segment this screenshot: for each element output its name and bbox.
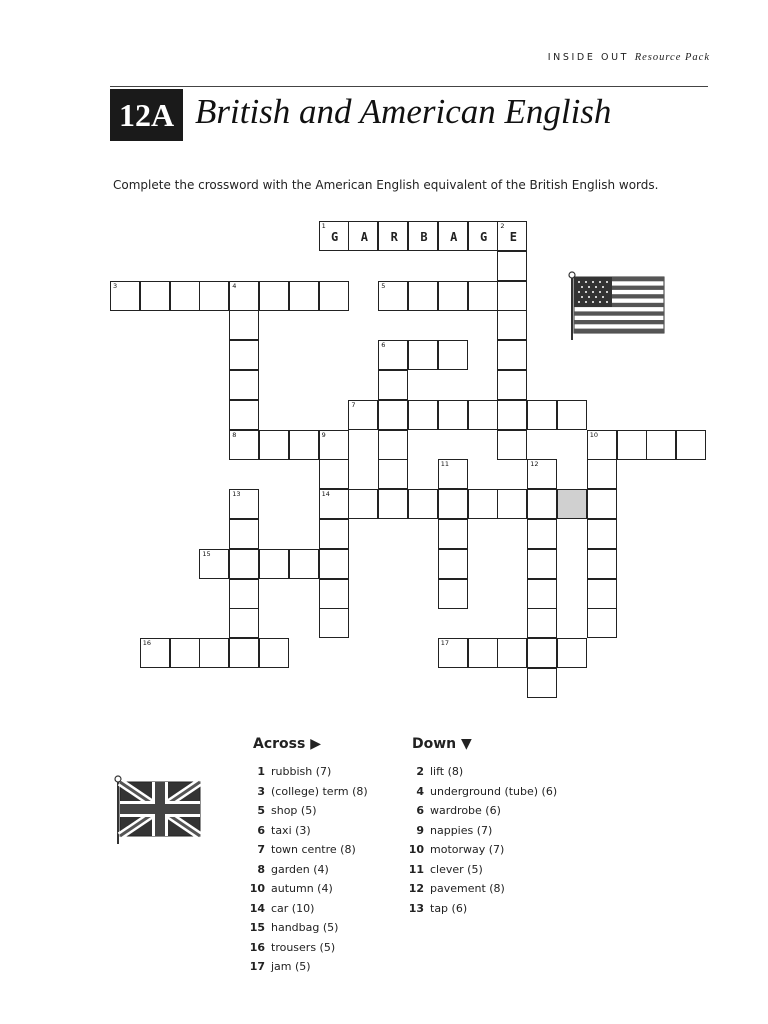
- list-item: 11 clever (5): [408, 862, 483, 876]
- crossword-cell[interactable]: [289, 549, 319, 579]
- clue-number: 14: [321, 490, 330, 499]
- crossword-cell[interactable]: [229, 549, 259, 579]
- list-item: 8 garden (4): [257, 862, 329, 876]
- list-item: 10 motorway (7): [408, 843, 505, 856]
- clue-number: 2: [500, 222, 505, 230]
- crossword-cell[interactable]: [527, 489, 557, 519]
- list-item: 17 jam (5): [249, 960, 311, 973]
- crossword-cell[interactable]: [497, 221, 527, 251]
- crossword-cell[interactable]: [408, 340, 438, 370]
- list-item: 16 trousers (5): [249, 940, 336, 954]
- clue-number: 4: [232, 281, 237, 290]
- crossword-cell[interactable]: [259, 281, 289, 311]
- crossword-cell[interactable]: [348, 221, 378, 251]
- crossword-cell[interactable]: [438, 549, 468, 579]
- crossword-cell[interactable]: [497, 400, 527, 430]
- crossword-cell[interactable]: [527, 519, 557, 549]
- crossword-cell[interactable]: [348, 489, 378, 519]
- unit-badge: 12A: [110, 89, 183, 141]
- crossword-cell[interactable]: [438, 281, 468, 311]
- american-flag-icon: [566, 270, 668, 342]
- crossword-cell[interactable]: [557, 400, 587, 430]
- down-clues: [407, 762, 557, 918]
- crossword-cell[interactable]: [497, 340, 527, 370]
- resource-pack-label: [470, 52, 710, 63]
- cell-letter: A: [450, 230, 458, 244]
- crossword-cell[interactable]: [319, 519, 349, 549]
- cell-letter: R: [390, 230, 398, 244]
- across-heading: Across ▶: [253, 736, 321, 752]
- crossword-cell[interactable]: [319, 608, 349, 638]
- clue-number: 3: [113, 281, 118, 290]
- crossword-cell[interactable]: [587, 519, 617, 549]
- crossword-cell[interactable]: [587, 459, 617, 489]
- clue-number: 6: [381, 341, 386, 350]
- list-item: 13 tap (6): [408, 901, 468, 915]
- crossword-cell[interactable]: [348, 400, 378, 430]
- clue-number: 5: [381, 281, 386, 290]
- crossword-cell[interactable]: [438, 489, 468, 519]
- series-subtitle: Resource Pack: [634, 52, 710, 63]
- crossword-cell[interactable]: [170, 281, 200, 311]
- crossword-cell[interactable]: [229, 519, 259, 549]
- crossword-cell[interactable]: [289, 281, 319, 311]
- crossword-cell[interactable]: [587, 489, 617, 519]
- clue-number: 17: [440, 639, 450, 648]
- crossword-cell[interactable]: [408, 489, 438, 519]
- list-item: 4 underground (tube) (6): [416, 784, 558, 798]
- crossword-cell[interactable]: [676, 430, 706, 460]
- crossword-cell[interactable]: [438, 459, 468, 489]
- list-item: 2 lift (8): [416, 765, 464, 778]
- crossword-cell[interactable]: [378, 370, 408, 400]
- crossword-cell[interactable]: [468, 400, 498, 430]
- crossword-cell[interactable]: [378, 221, 408, 251]
- crossword-cell[interactable]: [170, 638, 200, 668]
- list-item: 14 car (10): [249, 901, 315, 915]
- list-item: 15 handbag (5): [249, 921, 339, 934]
- crossword-cell[interactable]: [587, 549, 617, 579]
- crossword-cell[interactable]: [378, 400, 408, 430]
- cell-letter: G: [330, 230, 339, 244]
- crossword-cell[interactable]: [587, 579, 617, 609]
- crossword-cell[interactable]: [140, 281, 170, 311]
- crossword-cell[interactable]: [229, 281, 259, 311]
- crossword-cell[interactable]: [557, 489, 587, 519]
- page-title: British and American English: [195, 92, 612, 131]
- crossword-cell[interactable]: [229, 400, 259, 430]
- clue-number: 10: [589, 430, 599, 439]
- crossword-cell[interactable]: [587, 430, 617, 460]
- crossword-cell[interactable]: [378, 430, 408, 460]
- crossword-cell[interactable]: [497, 251, 527, 281]
- crossword-cell[interactable]: [229, 310, 259, 340]
- crossword-cell[interactable]: [378, 281, 408, 311]
- crossword-cell[interactable]: [527, 549, 557, 579]
- crossword-cell[interactable]: [527, 608, 557, 638]
- crossword-cell[interactable]: [587, 608, 617, 638]
- crossword-cell[interactable]: [229, 370, 259, 400]
- list-item: 10 autumn (4): [249, 882, 333, 895]
- crossword-cell[interactable]: [319, 430, 349, 460]
- crossword-cell[interactable]: [259, 638, 289, 668]
- crossword-cell[interactable]: [378, 489, 408, 519]
- down-heading: Down ▼: [412, 736, 472, 752]
- crossword-cell[interactable]: [617, 430, 647, 460]
- crossword-cell[interactable]: [319, 281, 349, 311]
- clue-number: 8: [232, 430, 237, 439]
- crossword-cell[interactable]: [229, 638, 259, 668]
- crossword-cell[interactable]: [378, 340, 408, 370]
- crossword-cell[interactable]: [259, 430, 289, 460]
- crossword-cell[interactable]: [468, 638, 498, 668]
- cell-letter: G: [479, 230, 488, 244]
- crossword-cell[interactable]: [229, 340, 259, 370]
- crossword-cell[interactable]: [199, 281, 229, 311]
- list-item: 6 taxi (3): [257, 823, 311, 837]
- cell-letter: B: [420, 230, 428, 244]
- list-item: 1 rubbish (7): [257, 765, 332, 778]
- crossword-cell[interactable]: [438, 579, 468, 609]
- crossword-cell[interactable]: [497, 489, 527, 519]
- crossword-cell[interactable]: [438, 519, 468, 549]
- crossword-cell[interactable]: [497, 310, 527, 340]
- crossword-cell[interactable]: [497, 430, 527, 460]
- list-item: 7 town centre (8): [257, 843, 356, 856]
- clue-number: 11: [440, 460, 450, 469]
- crossword-cell[interactable]: [646, 430, 676, 460]
- crossword-cell[interactable]: [110, 281, 140, 311]
- crossword-cell[interactable]: [289, 430, 319, 460]
- across-clues: [248, 762, 368, 977]
- crossword-cell[interactable]: [319, 489, 349, 519]
- crossword-cell[interactable]: [527, 638, 557, 668]
- clue-number: 7: [351, 400, 356, 409]
- clue-number: 9: [321, 430, 326, 439]
- crossword-cell[interactable]: [527, 579, 557, 609]
- crossword-cell[interactable]: [408, 281, 438, 311]
- crossword-cell[interactable]: [557, 638, 587, 668]
- union-jack-flag-icon: [112, 774, 204, 846]
- crossword-cell[interactable]: [468, 489, 498, 519]
- crossword-cell[interactable]: [199, 638, 229, 668]
- crossword-cell[interactable]: [438, 400, 468, 430]
- crossword-cell[interactable]: [468, 281, 498, 311]
- crossword-cell[interactable]: [468, 221, 498, 251]
- list-item: 9 nappies (7): [416, 823, 493, 837]
- cell-letter: A: [360, 230, 368, 244]
- crossword-cell[interactable]: [259, 549, 289, 579]
- crossword-cell[interactable]: [319, 549, 349, 579]
- crossword-cell[interactable]: [408, 400, 438, 430]
- crossword-cell[interactable]: [229, 489, 259, 519]
- clue-number: 1: [321, 222, 326, 230]
- clue-number: 13: [232, 490, 241, 499]
- crossword-cell[interactable]: [438, 638, 468, 668]
- instructions: Complete the crossword with the American English equivalent of the British English words.: [113, 178, 659, 192]
- list-item: 12 pavement (8): [408, 882, 505, 895]
- crossword-cell[interactable]: [319, 459, 349, 489]
- crossword-cell[interactable]: [438, 340, 468, 370]
- clue-number: 16: [142, 639, 152, 648]
- list-item: 6 wardrobe (6): [416, 804, 501, 817]
- crossword-cell[interactable]: [408, 221, 438, 251]
- crossword-cell[interactable]: [319, 579, 349, 609]
- header-rule: [110, 86, 708, 87]
- crossword-cell[interactable]: [527, 459, 557, 489]
- cell-letter: E: [509, 230, 517, 244]
- crossword-cell[interactable]: [527, 400, 557, 430]
- list-item: 3 (college) term (8): [257, 784, 368, 798]
- crossword-cell[interactable]: [527, 668, 557, 698]
- clue-number: 12: [530, 460, 539, 469]
- list-item: 5 shop (5): [257, 804, 317, 817]
- crossword-cell[interactable]: [229, 579, 259, 609]
- crossword-cell[interactable]: [497, 638, 527, 668]
- crossword-cell[interactable]: [229, 430, 259, 460]
- clue-number: 15: [202, 549, 211, 558]
- series-name: INSIDE OUT: [547, 52, 630, 63]
- crossword-cell[interactable]: [378, 459, 408, 489]
- crossword-cell[interactable]: [140, 638, 170, 668]
- crossword-cell[interactable]: [497, 370, 527, 400]
- crossword-cell[interactable]: [319, 221, 349, 251]
- crossword-cell[interactable]: [497, 281, 527, 311]
- crossword-cell[interactable]: [229, 608, 259, 638]
- crossword-cell[interactable]: [438, 221, 468, 251]
- crossword-cell[interactable]: [199, 549, 229, 579]
